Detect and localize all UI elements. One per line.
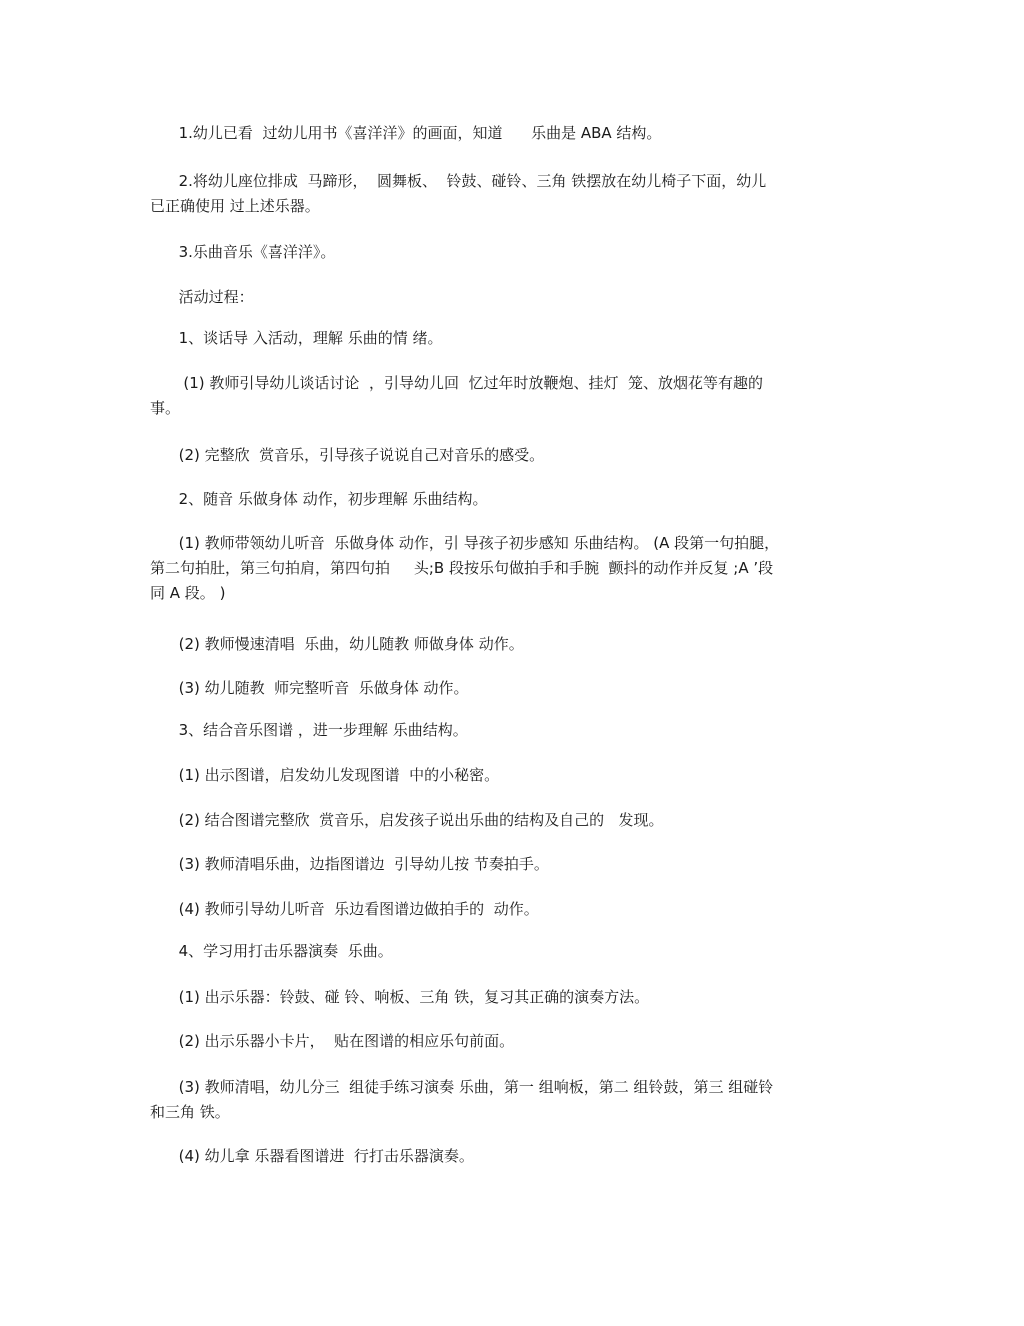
paragraph-9: (1) 教师带领幼儿听音 乐做身体 动作，引 导孩子初步感知 乐曲结构。 (A 段第一句拍腿， 第二句拍肚，第三句拍肩，第四句拍 头;B 段按乐句做拍手和手腕 颤抖的动作并反复 ;A ’段 同 A 段。 ) bbox=[150, 534, 780, 602]
paragraph-20: (3) 教师清唱，幼儿分三 组徒手练习演奏 乐曲，第一 组响板，第二 组铃鼓，第三 组碰铃 和三角 铁。 bbox=[150, 1078, 774, 1121]
paragraph-7: (2) 完整欣 赏音乐，引导孩子说说自己对音乐的感受。 bbox=[150, 446, 545, 464]
paragraph-2: 2.将幼儿座位排成 马蹄形， 圆舞板、 铃鼓、碰铃、三角 铁摆放在幼儿椅子下面，幼儿 已正确使用 过上述乐器。 bbox=[150, 172, 767, 215]
paragraph-1: 1.幼儿已看 过幼儿用书《喜洋洋》的画面，知道 乐曲是 ABA 结构。 bbox=[150, 124, 662, 142]
paragraph-10: (2) 教师慢速清唱 乐曲，幼儿随教 师做身体 动作。 bbox=[150, 635, 524, 653]
paragraph-4: 活动过程： bbox=[150, 288, 254, 306]
paragraph-18: (1) 出示乐器：铃鼓、碰 铃、响板、三角 铁，复习其正确的演奏方法。 bbox=[150, 988, 650, 1006]
paragraph-5: 1、谈话导 入活动，理解 乐曲的情 绪。 bbox=[150, 329, 443, 347]
paragraph-19: (2) 出示乐器小卡片， 贴在图谱的相应乐句前面。 bbox=[150, 1032, 515, 1050]
paragraph-21: (4) 幼儿拿 乐器看图谱进 行打击乐器演奏。 bbox=[150, 1147, 474, 1165]
paragraph-13: (1) 出示图谱，启发幼儿发现图谱 中的小秘密。 bbox=[150, 766, 500, 784]
paragraph-3: 3.乐曲音乐《喜洋洋》。 bbox=[150, 243, 336, 261]
paragraph-14: (2) 结合图谱完整欣 赏音乐，启发孩子说出乐曲的结构及自己的 发现。 bbox=[150, 811, 664, 829]
paragraph-11: (3) 幼儿随教 师完整听音 乐做身体 动作。 bbox=[150, 679, 469, 697]
paragraph-16: (4) 教师引导幼儿听音 乐边看图谱边做拍手的 动作。 bbox=[150, 900, 539, 918]
paragraph-12: 3、结合音乐图谱 ，进一步理解 乐曲结构。 bbox=[150, 721, 468, 739]
paragraph-8: 2、随音 乐做身体 动作，初步理解 乐曲结构。 bbox=[150, 490, 488, 508]
paragraph-6: (1) 教师引导幼儿谈话讨论 ，引导幼儿回 忆过年时放鞭炮、挂灯 笼、放烟花等有趣的 事。 bbox=[150, 374, 764, 417]
paragraph-15: (3) 教师清唱乐曲，边指图谱边 引导幼儿按 节奏拍手。 bbox=[150, 855, 549, 873]
paragraph-17: 4、学习用打击乐器演奏 乐曲。 bbox=[150, 942, 393, 960]
